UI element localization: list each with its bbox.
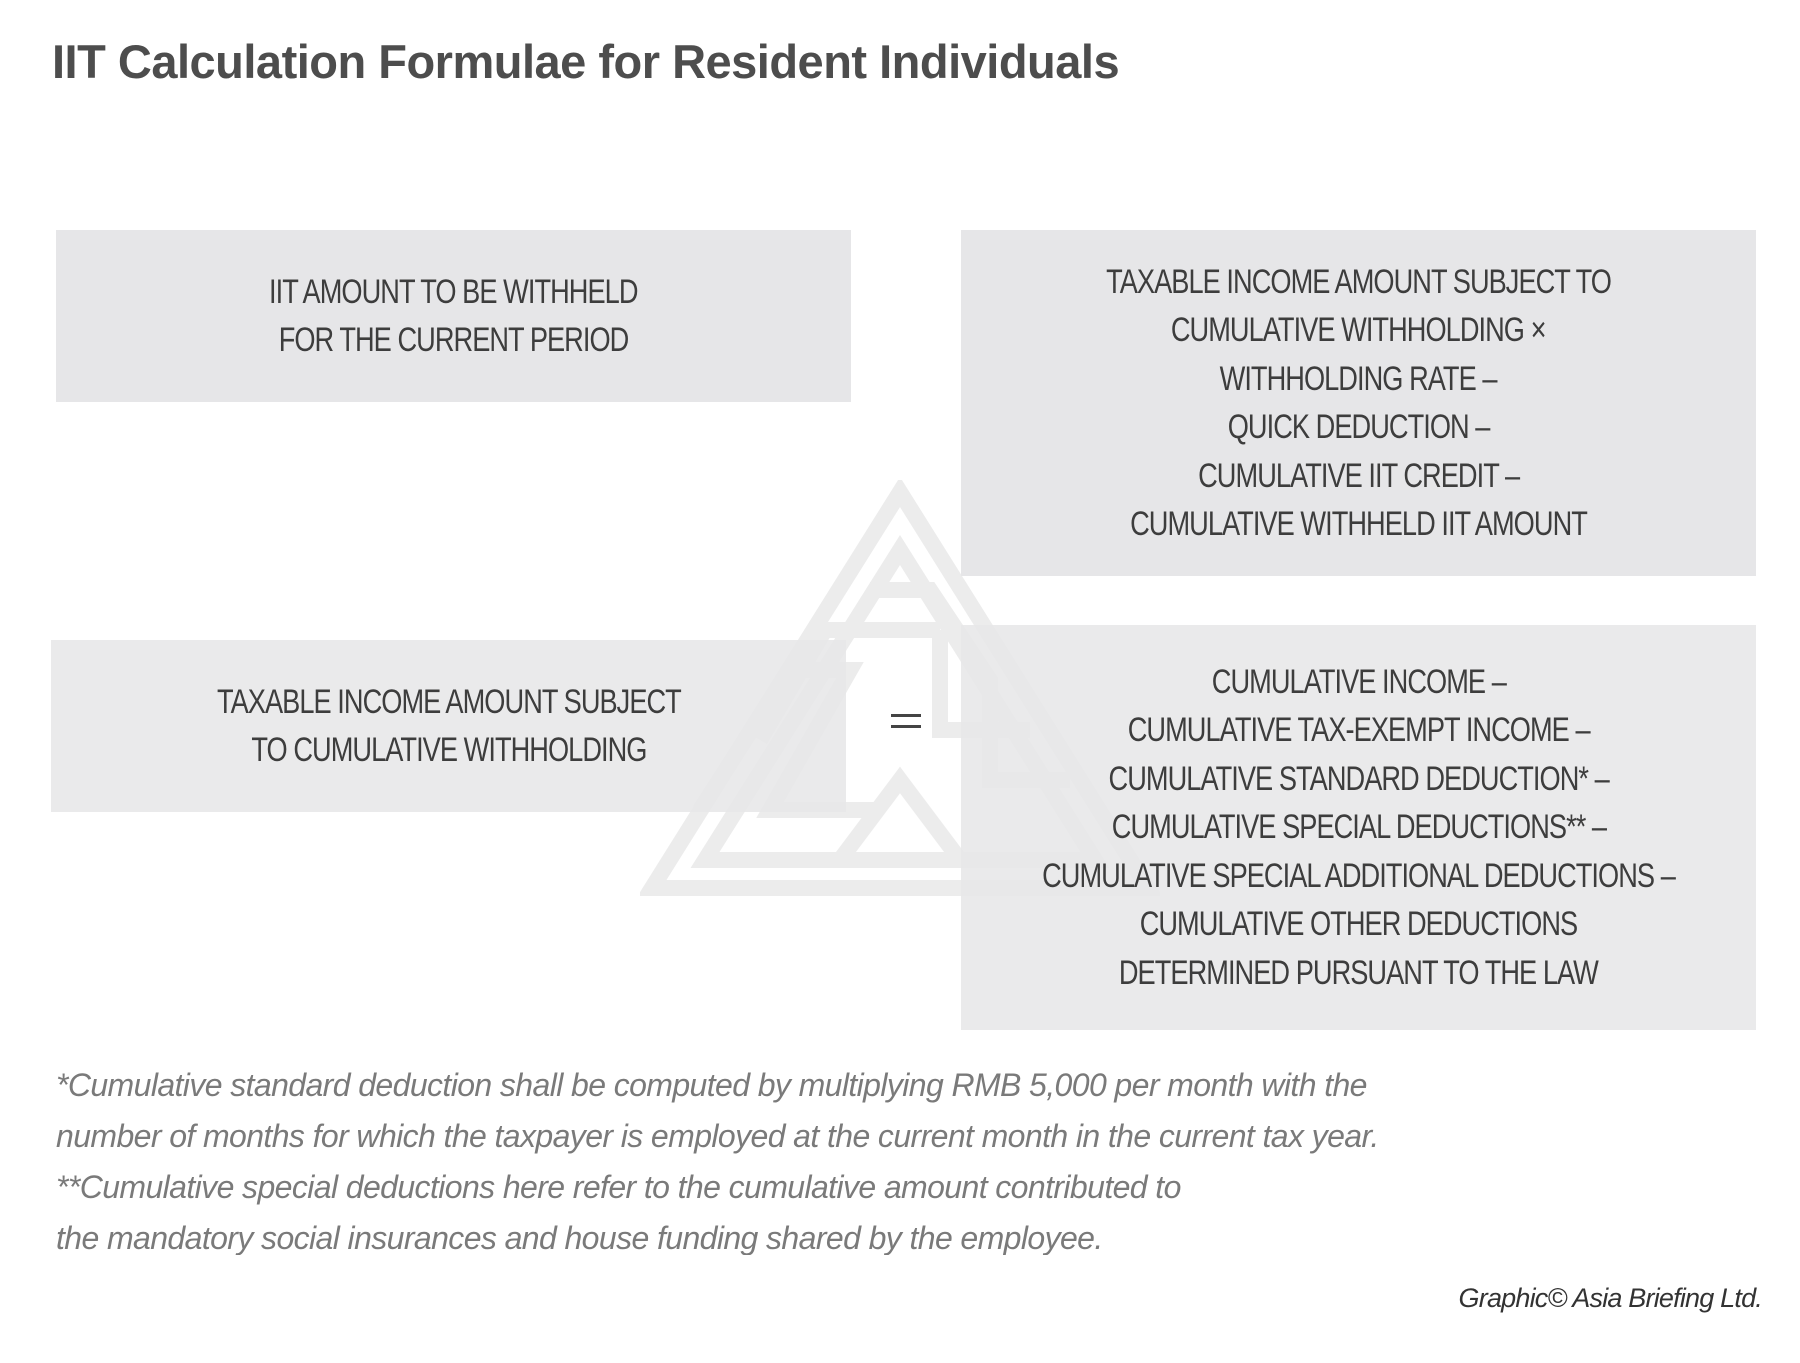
footnote-line: the mandatory social insurances and house funding shared by the employee. (56, 1220, 1103, 1255)
equals-sign-text (887, 705, 888, 706)
formula-2-rhs-line: CUMULATIVE OTHER DEDUCTIONS (1139, 905, 1578, 944)
formula-1-rhs-line: CUMULATIVE WITHHELD IIT AMOUNT (1130, 505, 1587, 543)
formula-1-lhs-line: FOR THE CURRENT PERIOD (278, 321, 629, 359)
formula-2-lhs-line: TAXABLE INCOME AMOUNT SUBJECT (216, 682, 681, 721)
formula-2-rhs-box (961, 625, 1756, 1030)
formula-2-lhs-line: TO CUMULATIVE WITHHOLDING (250, 731, 647, 769)
formula-1-rhs-line: CUMULATIVE WITHHOLDING × (1171, 311, 1546, 349)
formula-2-rhs-line: CUMULATIVE SPECIAL DEDUCTIONS** – (1111, 808, 1606, 847)
formula-1-rhs-line: TAXABLE INCOME AMOUNT SUBJECT TO (1106, 262, 1611, 301)
formula-1-rhs-line: CUMULATIVE IIT CREDIT – (1197, 456, 1519, 495)
footnote-line: *Cumulative standard deduction shall be computed by multiplying RMB 5,000 per month with the (56, 1067, 1367, 1103)
page-title: IIT Calculation Formulae for Resident Individuals (52, 35, 1120, 88)
formula-1-rhs-box (961, 230, 1756, 576)
equals-sign (887, 705, 933, 735)
formula-2-rhs-line: CUMULATIVE INCOME – (1211, 662, 1506, 701)
footnote-line: **Cumulative special deductions here refer to the cumulative amount contributed to (56, 1169, 1181, 1205)
graphic-credit: Graphic© Asia Briefing Ltd. (1458, 1283, 1762, 1313)
footnote-line: number of months for which the taxpayer is employed at the current month in the current tax year. (56, 1118, 1379, 1154)
formula-1-lhs-line: IIT AMOUNT TO BE WITHHELD (269, 272, 638, 311)
formula-2-rhs-line: CUMULATIVE STANDARD DEDUCTION* – (1108, 759, 1609, 798)
footnotes (56, 1060, 1676, 1255)
formula-2-rhs-line: CUMULATIVE SPECIAL ADDITIONAL DEDUCTIONS – (1042, 856, 1675, 895)
formula-2-rhs-line: DETERMINED PURSUANT TO THE LAW (1118, 953, 1598, 992)
formula-2-lhs-box (51, 640, 846, 812)
formula-1-rhs-line: QUICK DEDUCTION – (1227, 408, 1490, 446)
formula-1-rhs-line: WITHHOLDING RATE – (1220, 359, 1497, 398)
formula-2-rhs-line: CUMULATIVE TAX-EXEMPT INCOME – (1127, 711, 1590, 750)
formula-1-lhs-box (56, 230, 851, 402)
